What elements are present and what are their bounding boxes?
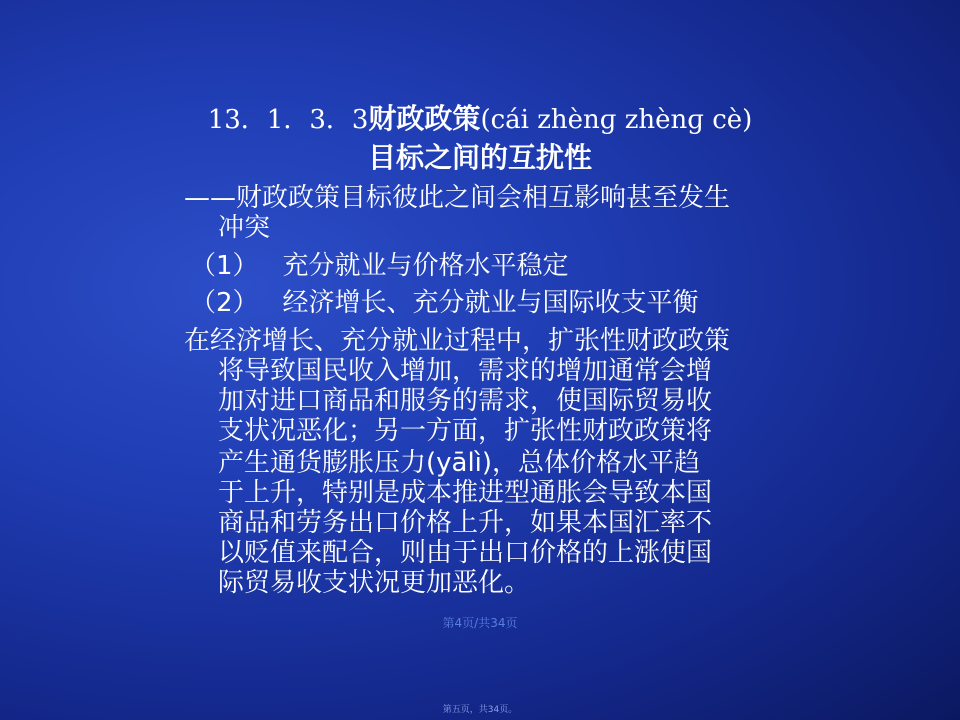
bottom-page-note: 第五页，共34页。 [442, 705, 518, 715]
paragraph-line: 加对进口商品和服务的需求，使国际贸易收 [218, 386, 713, 416]
page-indicator: 第4页/共34页 [442, 616, 518, 630]
paragraph-line: 于上升，特别是成本推进型通胀会导致本国 [218, 478, 713, 508]
title-chinese: 财政政策 [368, 102, 481, 135]
subtitle-line1: ——财政政策目标彼此之间会相互影响甚至发生 [184, 183, 731, 213]
paragraph-line: 商品和劳务出口价格上升，如果本国汇率不 [218, 508, 713, 538]
item2-marker: （2） [190, 288, 259, 318]
paragraph-line: 支状况恶化；另一方面，扩张性财政政策将 [218, 416, 713, 446]
item1-text: 充分就业与价格水平稳定 [282, 251, 569, 281]
paragraph-line: 产生通货膨胀压力(yālì)，总体价格水平趋 [218, 448, 701, 478]
item1 [190, 250, 569, 282]
paragraph-line: 际贸易收支状况更加恶化。 [218, 568, 531, 598]
item1-marker: （1） [190, 251, 259, 281]
paragraph-line: 以贬值来配合，则由于出口价格的上涨使国 [218, 538, 713, 568]
slide-title [150, 100, 810, 177]
paragraph-line: 在经济增长、充分就业过程中，扩张性财政政策 [184, 326, 731, 356]
subtitle-line2: 冲突 [218, 213, 271, 243]
item2-text: 经济增长、充分就业与国际收支平衡 [282, 288, 699, 318]
title-line2: 目标之间的互扰性 [367, 141, 592, 174]
item2 [190, 287, 699, 319]
title-pinyin: (cái zhènɡ zhènɡ cè) [480, 105, 753, 135]
paragraph-line: 将导致国民收入增加，需求的增加通常会增 [218, 356, 713, 386]
title-number: 13．1．3．3 [207, 105, 369, 135]
